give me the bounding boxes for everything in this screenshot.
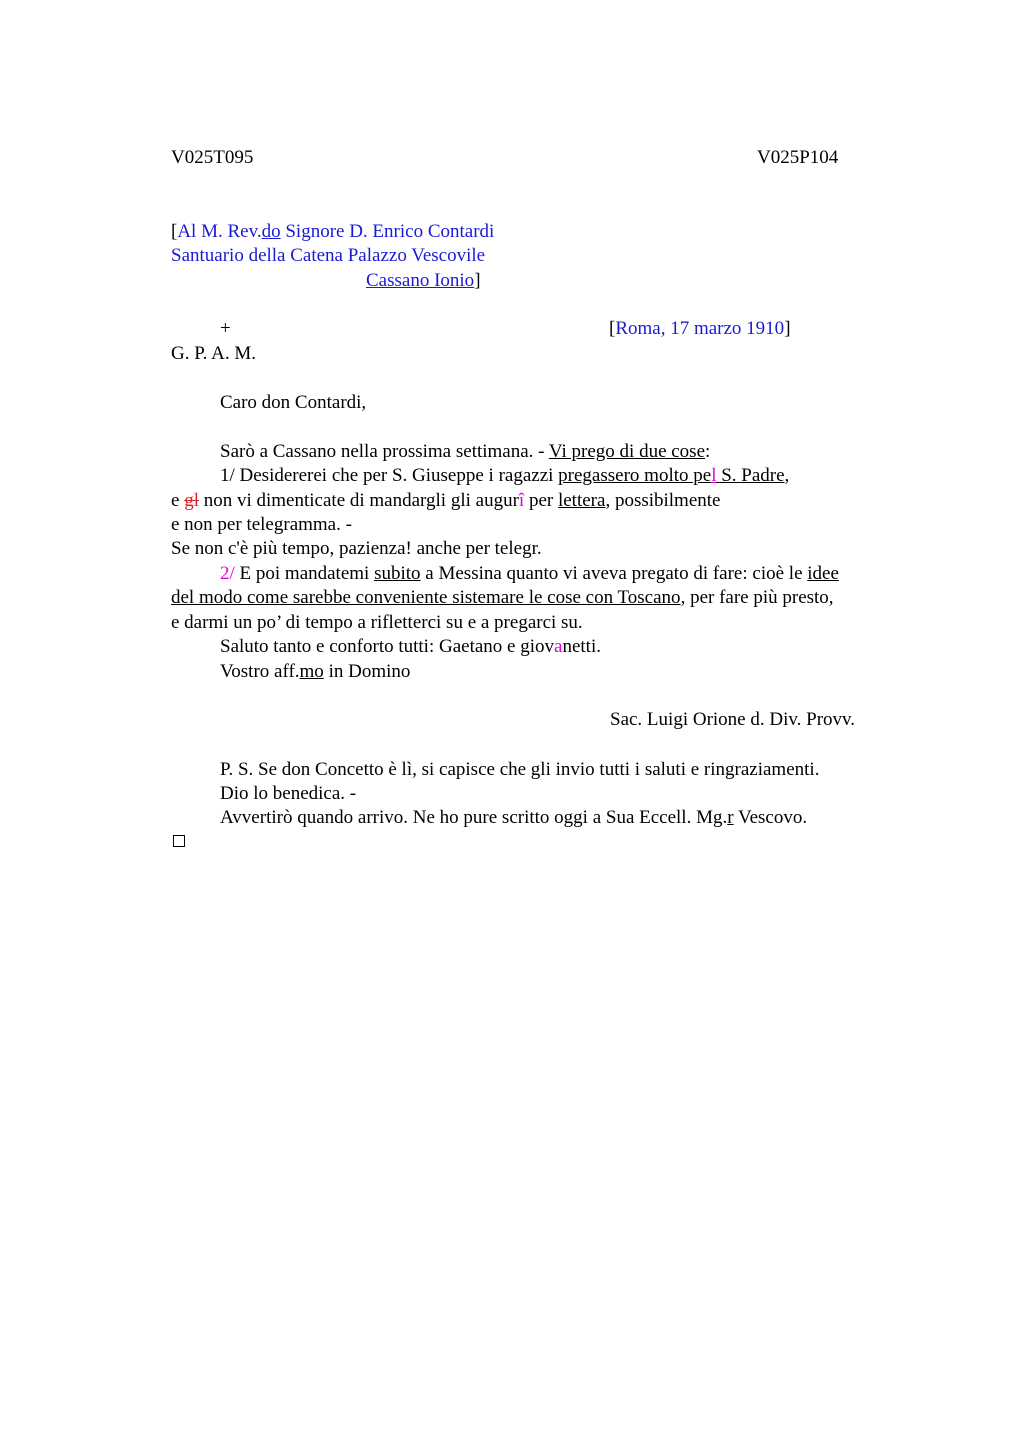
salutation: Caro don Contardi, [220, 392, 367, 413]
text-run: , per fare più presto, [680, 587, 834, 608]
text-run: Vescovo. [733, 807, 808, 828]
document-code-left: V025T095 [171, 147, 254, 168]
body-line-8: e darmi un po’ di tempo a rifletterci su e a pregarci su. [171, 612, 583, 633]
motto-gpam: G. P. A. M. [171, 343, 256, 364]
text-run: Avvertirò quando arrivo. Ne ho pure scritto oggi a Sua Eccell. Mg. [220, 807, 728, 828]
text-run: a Messina quanto vi aveva pregato di fare: cioè le [420, 563, 808, 584]
underlined-text: pregassero molto pe [558, 465, 712, 486]
item-number: 2/ [220, 563, 235, 584]
date-text: Roma, 17 marzo 1910 [615, 318, 785, 339]
document-code-right: V025P104 [757, 147, 839, 168]
text-run: , possibilmente [605, 490, 721, 511]
underlined-text: lettera [557, 490, 606, 511]
address-line-3 [366, 270, 481, 293]
body-line-1 [220, 441, 710, 464]
postscript-line-1: P. S. Se don Concetto è lì, si capisce che gli invio tutti i saluti e ringraziamenti. [220, 759, 820, 780]
cross-symbol: + [220, 318, 231, 339]
text-run: Sarò a Cassano nella prossima settimana. - [220, 441, 549, 462]
signature: Sac. Luigi Orione d. Div. Provv. [610, 709, 856, 730]
letter-date [609, 318, 791, 341]
body-line-4: e non per telegramma. - [171, 514, 352, 535]
text-run: in Domino [323, 661, 411, 682]
address-open-bracket: [ [171, 221, 178, 242]
date-close-bracket: ] [784, 318, 791, 339]
address-city: Cassano Ionio [366, 270, 475, 291]
inserted-letter: a [554, 636, 563, 657]
underlined-text: Vi prego di due cose [548, 441, 706, 462]
body-line-9 [220, 636, 601, 659]
text-run: : [705, 441, 711, 462]
address-recipient-abbrev: do [261, 221, 281, 242]
address-line-2: Santuario della Catena Palazzo Vescovile [171, 245, 486, 266]
address-close-bracket: ] [474, 270, 481, 291]
underlined-text: r [727, 807, 734, 828]
underlined-text: subito [374, 563, 421, 584]
end-marker-square [173, 835, 185, 847]
inserted-letter: î [518, 490, 525, 511]
postscript-line-3 [220, 807, 807, 830]
underlined-text: mo [299, 661, 324, 682]
body-line-6 [220, 563, 839, 586]
text-run: E poi mandatemi [234, 563, 375, 584]
underlined-text: S. Padre [716, 465, 785, 486]
address-recipient-title: Al M. Rev. [177, 221, 262, 242]
text-run: 1/ Desidererei che per S. Giuseppe i ragazzi [220, 465, 559, 486]
text-run: non vi dimenticate di mandargli gli augur [198, 490, 519, 511]
text-run: netti. [562, 636, 601, 657]
date-open-bracket: [ [609, 318, 616, 339]
body-line-7 [171, 587, 834, 610]
underlined-text: del modo come sarebbe conveniente sistemare le cose con Toscano [171, 587, 681, 608]
address-line-1 [171, 221, 494, 244]
body-line-3 [171, 490, 721, 513]
postscript-line-2: Dio lo benedica. - [220, 783, 357, 804]
text-run: Saluto tanto e conforto tutti: Gaetano e giov [220, 636, 555, 657]
body-line-2 [220, 465, 789, 488]
text-run: e [171, 490, 185, 511]
inserted-letter: l [711, 465, 717, 486]
deleted-text: gl [184, 490, 199, 511]
closing-line [220, 661, 410, 684]
address-recipient-name: Signore D. Enrico Contardi [280, 221, 495, 242]
text-run: Vostro aff. [220, 661, 300, 682]
underlined-text: idee [807, 563, 839, 584]
text-run: per [524, 490, 558, 511]
body-line-5: Se non c'è più tempo, pazienza! anche per telegr. [171, 538, 542, 559]
text-run: , [784, 465, 790, 486]
